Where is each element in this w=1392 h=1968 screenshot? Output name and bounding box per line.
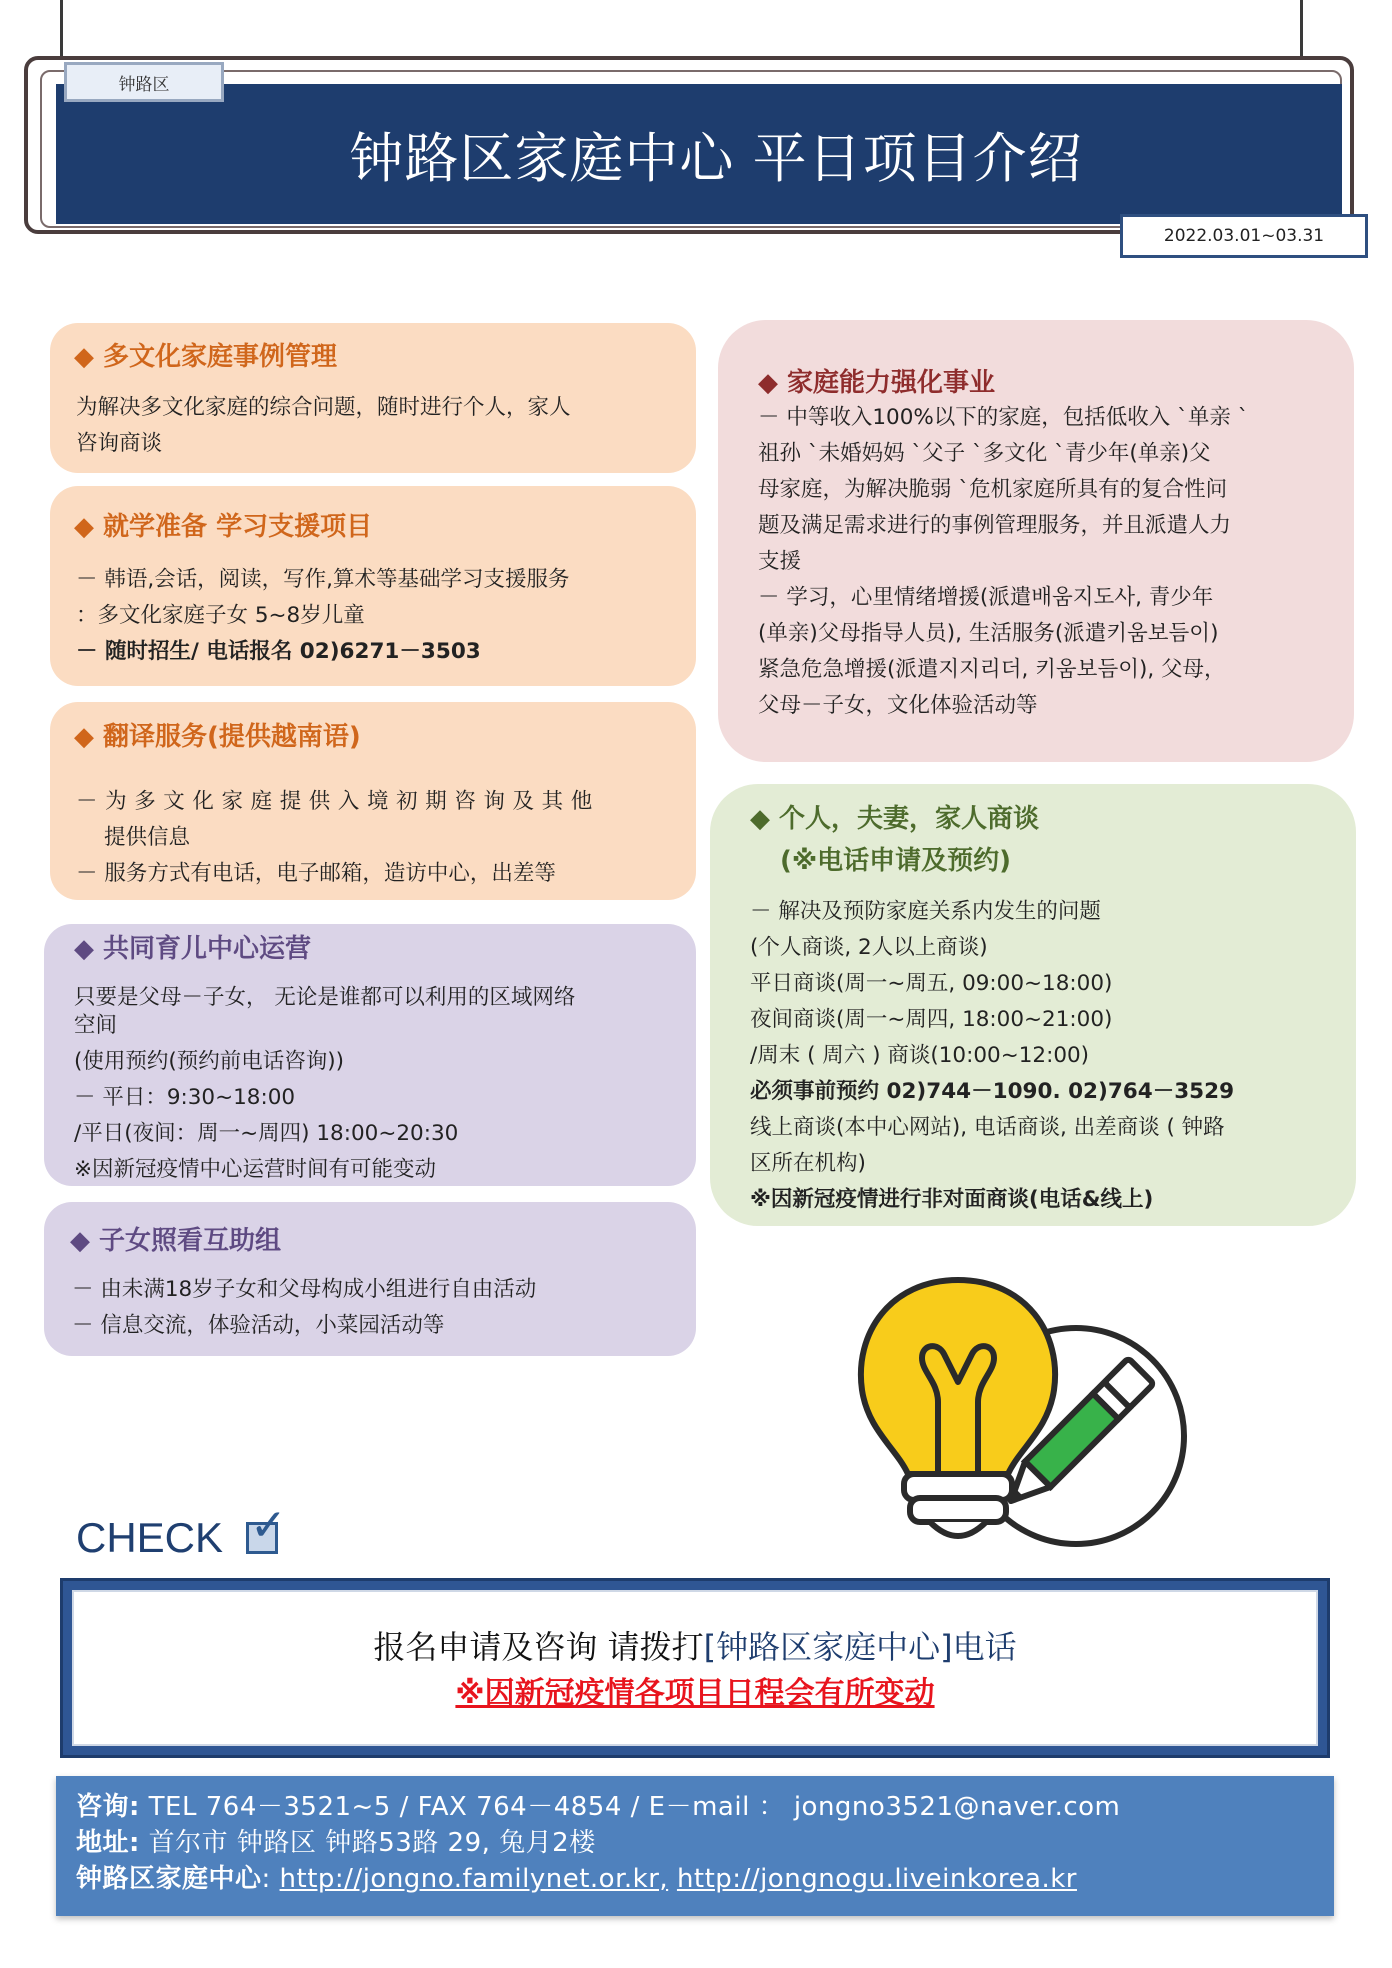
notice-line-covid: ※因新冠疫情各项目日程会有所变动 [455,1676,935,1711]
card-body: －为多文化家庭提供入境初期咨询及其他 提供信息 － 服务方式有电话，电子邮箱，造访中心，出差等 [76,789,600,886]
district-tag: 钟路区 [64,62,224,102]
card-title: ◆ 家庭能力强化事业 [758,368,996,398]
hang-line-left [60,0,63,60]
notice-line-apply: 报名申请及咨询 请拨打[钟路区家庭中心]电话 [373,1628,1017,1666]
checkmark-icon: ✓ [250,1500,287,1551]
website-link-familynet[interactable]: http://jongno.familynet.or.kr, [279,1864,669,1894]
card-body: － 解决及预防家庭关系内发生的问题 (个人商谈, 2人以上商谈) 平日商谈(周一~周五, 09:00~18:00) 夜间商谈(周一~周四, 18:00~21:00) /周末 ( 周六 ) 商谈(10:00~12:00) 必须事前预约 02)744－1090. 02)764－3529 线上商谈(本中心网站), 电话商谈, 出差商谈 ( 钟路 区所在机构) ※因新冠疫情进行非对面商谈(电话&线上) [750,899,1235,1212]
card-title: ◆ 共同育儿中心运营 [74,934,312,964]
card-title: ◆ 个人，夫妻，家人商谈 [750,804,1040,834]
lightbulb-pencil-illustration [840,1262,1210,1572]
check-label: CHECK [76,1514,224,1561]
card-body: 为解决多文化家庭的综合问题，随时进行个人，家人 咨询商谈 [76,395,571,456]
hang-line-right [1300,0,1303,60]
card-title: ◆ 多文化家庭事例管理 [74,342,338,372]
card-body: － 韩语,会话，阅读，写作,算术等基础学习支援服务 ：多文化家庭子女 5~8岁儿童 － 随时招生/ 电话报名 02)6271－3503 [76,567,570,664]
website-link-liveinkorea[interactable]: http://jongnogu.liveinkorea.kr [676,1864,1077,1894]
card-body: 只要是父母－子女， 无论是谁都可以利用的区域网络 空间 (使用预约(预约前电话咨询)) － 平日：9:30~18:00 /平日(夜间：周一~周四) 18:00~20:30 ※因新冠疫情中心运营时间有可能变动 [74,985,576,1182]
card-body: － 中等收入100%以下的家庭，包括低收入 `单亲 ` 祖孙 `未婚妈妈 `父子 `多文化 `青少年(单亲)父 母家庭，为解决脆弱 `危机家庭所具有的复合性问 题及满足需求进行的事例管理服务，并且派遣人力 支援 － 学习，心里情绪增援(派遣배움지도사, 青少年 (单亲)父母指导人员), 生活服务(派遣키움보듬이) 紧急危急增援(派遣지지리더, 키움보듬이), 父母， 父母－子女，文化体验活动等 [758,405,1249,718]
footer-contact: 咨询: TEL 764－3521~5 / FAX 764－4854 / E－mail ： jongno3521@naver.com [76,1792,1121,1822]
card-subtitle: (※电话申请及预约) [780,846,1012,876]
footer-address: 地址: 首尔市 钟路区 钟路53路 29, 兔月2楼 [76,1828,596,1858]
footer-website: 钟路区家庭中心: http://jongno.familynet.or.kr, http://jongnogu.liveinkorea.kr [76,1864,1077,1894]
page-title: 钟路区家庭中心 平日项目介绍 [349,126,1083,190]
card-body: － 由未满18岁子女和父母构成小组进行自由活动 － 信息交流，体验活动，小菜园活动等 [72,1277,537,1338]
card-title: ◆ 就学准备 学习支援项目 [74,512,373,542]
date-range-tag: 2022.03.01~03.31 [1120,214,1368,258]
card-title: ◆ 翻译服务(提供越南语) [74,722,361,752]
card-title: ◆ 子女照看互助组 [70,1226,282,1256]
